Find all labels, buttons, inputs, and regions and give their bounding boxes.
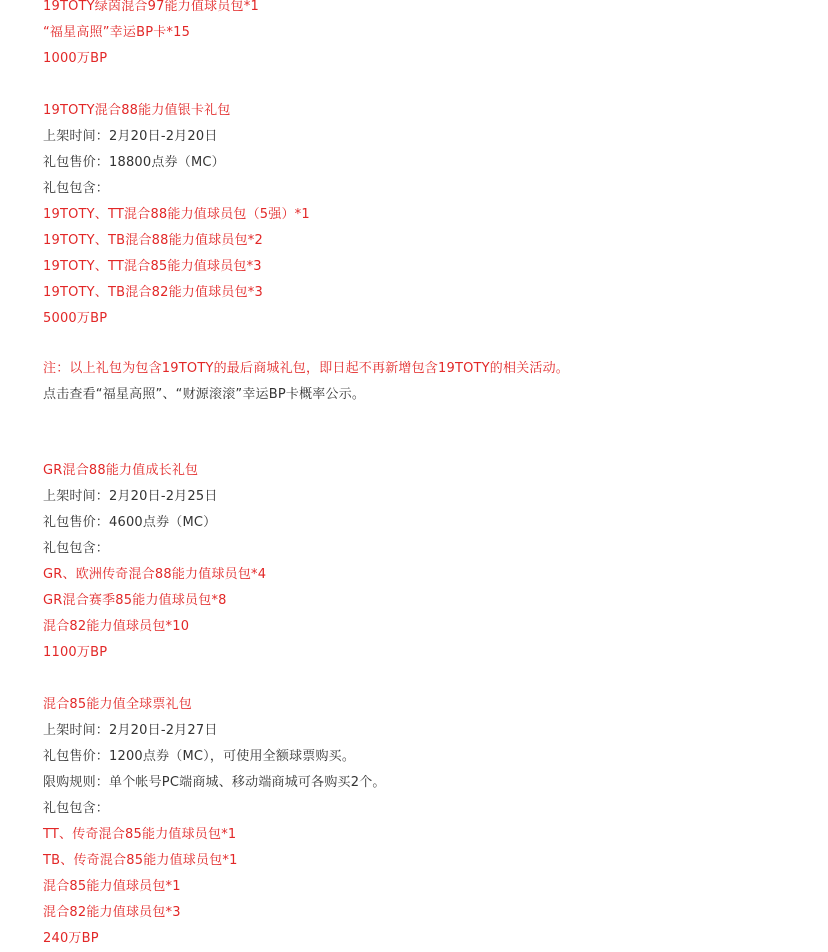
text-line: TT、传奇混合85能力值球员包*1 (43, 827, 237, 842)
text-line: 礼包包含： (43, 181, 110, 196)
notice-text: 注：以上礼包为包含19TOTY的最后商城礼包，即日起不再新增包含19TOTY的相关活动。 (43, 361, 569, 376)
text-line: 240万BP (43, 931, 99, 946)
text-line: TB、传奇混合85能力值球员包*1 (43, 853, 238, 868)
pack-title: GR混合88能力值成长礼包 (43, 463, 199, 478)
text-line: GR混合赛季85能力值球员包*8 (43, 593, 227, 608)
text-line: 混合82能力值球员包*3 (43, 905, 181, 920)
text-line: 19TOTY、TT混合88能力值球员包（5强）*1 (43, 207, 310, 222)
text-line: 限购规则：单个帐号PC端商城、移动端商城可各购买2个。 (43, 775, 386, 790)
text-line: 礼包售价：1200点券（MC），可使用全额球票购买。 (43, 749, 356, 764)
text-line: 礼包包含： (43, 801, 110, 816)
text-line: 19TOTY绿茵混合97能力值球员包*1 (43, 0, 259, 14)
text-line: 19TOTY、TB混合88能力值球员包*2 (43, 233, 263, 248)
text-line: 19TOTY、TT混合85能力值球员包*3 (43, 259, 262, 274)
text-line: 礼包售价：4600点券（MC） (43, 515, 217, 530)
probability-link[interactable]: 点击查看“福星高照”、“财源滚滚”幸运BP卡概率公示。 (43, 387, 366, 402)
text-line: “福星高照”幸运BP卡*15 (43, 25, 191, 40)
text-line: 19TOTY、TB混合82能力值球员包*3 (43, 285, 263, 300)
text-line: 上架时间：2月20日-2月27日 (43, 723, 218, 738)
text-line: 礼包售价：18800点券（MC） (43, 155, 225, 170)
text-line: 上架时间：2月20日-2月20日 (43, 129, 218, 144)
text-line: 1100万BP (43, 645, 108, 660)
text-line: 混合82能力值球员包*10 (43, 619, 190, 634)
text-line: GR、欧洲传奇混合88能力值球员包*4 (43, 567, 267, 582)
pack-title: 混合85能力值全球票礼包 (43, 697, 192, 712)
text-line: 礼包包含： (43, 541, 110, 556)
text-line: 1000万BP (43, 51, 108, 66)
text-line: 混合85能力值球员包*1 (43, 879, 181, 894)
pack-title: 19TOTY混合88能力值银卡礼包 (43, 103, 231, 118)
text-line: 5000万BP (43, 311, 108, 326)
text-line: 上架时间：2月20日-2月25日 (43, 489, 218, 504)
